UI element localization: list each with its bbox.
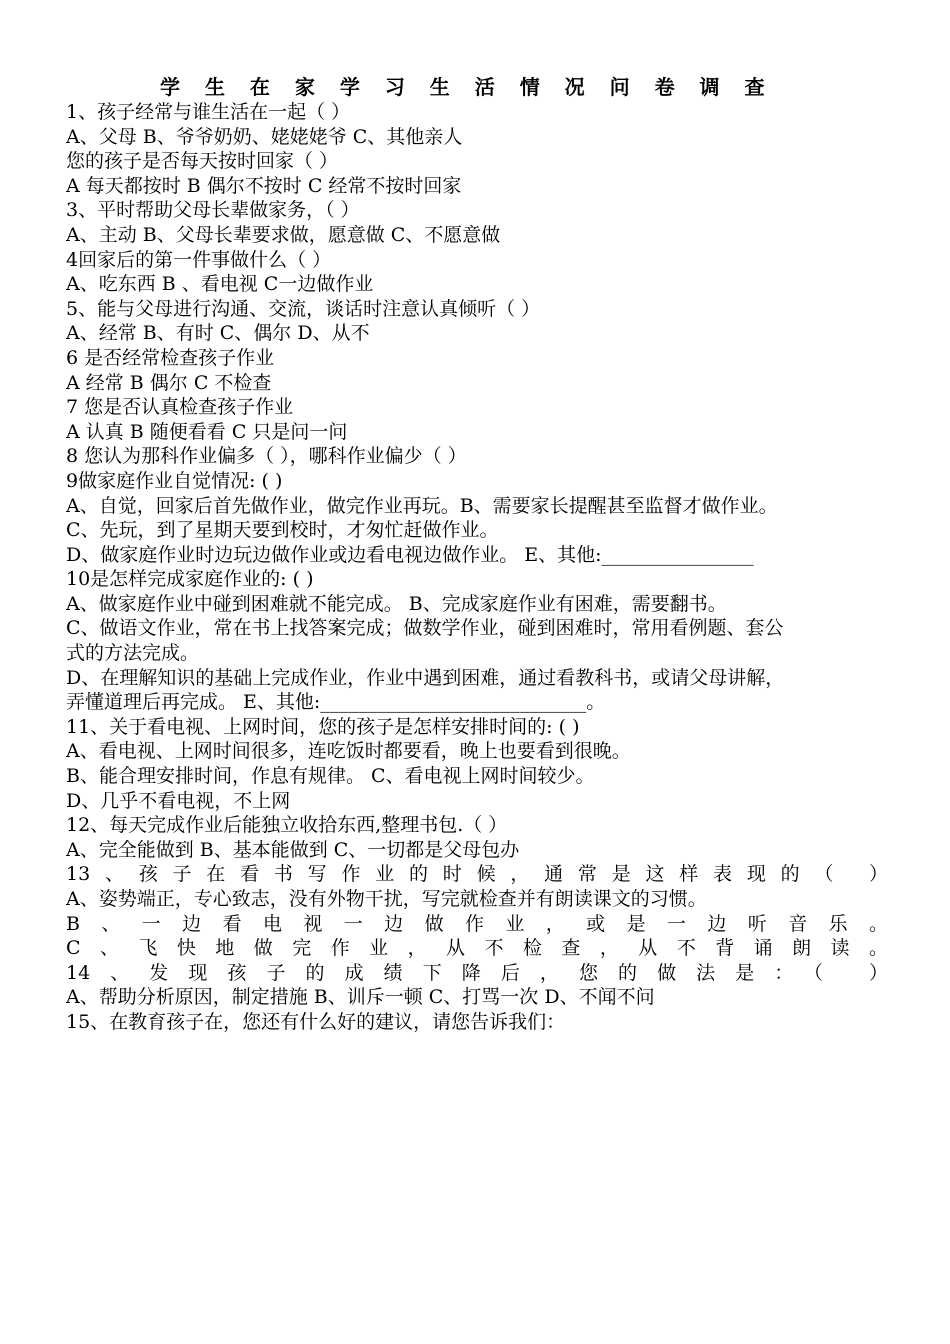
question-9: 9做家庭作业自觉情况: ( ) [66, 469, 283, 492]
question-13-option-c: C、飞快地做完作业，从不检查，从不背诵朗读。 [66, 937, 888, 960]
question-3: 3、平时帮助父母长辈做家务，（ ） [66, 199, 360, 222]
question-4: 4回家后的第一件事做什么（ ） [66, 248, 332, 271]
question-10-option-c: C、做语文作业，常在书上找答案完成；做数学作业，碰到困难时，常用看例题、套公 [66, 617, 784, 640]
question-1-options: A、父母 B、爷爷奶奶、姥姥姥爷 C、其他亲人 [66, 125, 463, 148]
question-11-option-d: D、几乎不看电视，不上网 [66, 789, 291, 812]
question-7: 7 您是否认真检查孩子作业 [66, 396, 294, 419]
question-6: 6 是否经常检查孩子作业 [66, 346, 275, 369]
question-13: 13、孩子在看书写作业的时候，通常是这样表现的（ ） [66, 863, 888, 886]
question-12-options: A、完全能做到 B、基本能做到 C、一切都是父母包办 [66, 838, 520, 861]
question-11-option-bc: B、能合理安排时间，作息有规律。 C、看电视上网时间较少。 [66, 765, 595, 788]
question-4-options: A、吃东西 B 、看电视 C一边做作业 [66, 273, 374, 296]
question-5: 5、能与父母进行沟通、交流，谈话时注意认真倾听（ ） [66, 297, 541, 320]
question-14-options: A、帮助分析原因，制定措施 B、训斥一顿 C、打骂一次 D、不闻不问 [66, 986, 655, 1009]
question-10-option-d-cont: 弄懂道理后再完成。 E、其他:____________________________。 [66, 691, 606, 714]
question-11-option-a: A、看电视、上网时间很多，连吃饭时都要看，晚上也要看到很晚。 [66, 740, 631, 763]
question-3-options: A、主动 B、父母长辈要求做，愿意做 C、不愿意做 [66, 223, 501, 246]
question-10-option-d: D、在理解知识的基础上完成作业，作业中遇到困难，通过看教科书，或请父母讲解， [66, 666, 785, 689]
question-13-option-b: B、一边看电视一边做作业，或是一边听音乐。 [66, 912, 888, 935]
question-6-options: A 经常 B 偶尔 C 不检查 [66, 371, 272, 394]
question-11: 11、关于看电视、上网时间，您的孩子是怎样安排时间的: ( ) [66, 715, 580, 738]
question-13-option-a: A、姿势端正，专心致志，没有外物干扰，写完就检查并有朗读课文的习惯。 [66, 888, 707, 910]
question-2-options: A 每天都按时 B 偶尔不按时 C 经常不按时回家 [66, 174, 462, 197]
question-9-option-de: D、做家庭作业时边玩边做作业或边看电视边做作业。 E、其他:________________ [66, 543, 754, 566]
question-7-options: A 认真 B 随便看看 C 只是问一问 [66, 420, 348, 443]
question-12: 12、每天完成作业后能独立收拾东西,整理书包.（ ） [66, 814, 508, 837]
question-8: 8 您认为那科作业偏多（ ），哪科作业偏少（ ） [66, 445, 467, 468]
question-10-option-c-cont: 式的方法完成。 [66, 642, 200, 665]
question-5-options: A、经常 B、有时 C、偶尔 D、从不 [66, 322, 370, 345]
question-9-option-c: C、先玩，到了星期天要到校时，才匆忙赶做作业。 [66, 519, 499, 542]
question-1: 1、孩子经常与谁生活在一起（ ） [66, 101, 351, 123]
question-10: 10是怎样完成家庭作业的: ( ) [66, 568, 314, 591]
question-2: 您的孩子是否每天按时回家（ ） [66, 150, 339, 173]
question-15: 15、在教育孩子在，您还有什么好的建议，请您告诉我们： [66, 1010, 566, 1033]
question-9-option-ab: A、自觉，回家后首先做作业，做完作业再玩。B、需要家长提醒甚至监督才做作业。 [66, 494, 778, 517]
page-title: 学 生 在 家 学 习 生 活 情 况 问 卷 调 查 [160, 75, 774, 99]
question-14: 14、发现孩子的成绩下降后，您的做法是：（ ） [66, 961, 888, 984]
question-10-option-ab: A、做家庭作业中碰到困难就不能完成。 B、完成家庭作业有困难，需要翻书。 [66, 592, 727, 615]
